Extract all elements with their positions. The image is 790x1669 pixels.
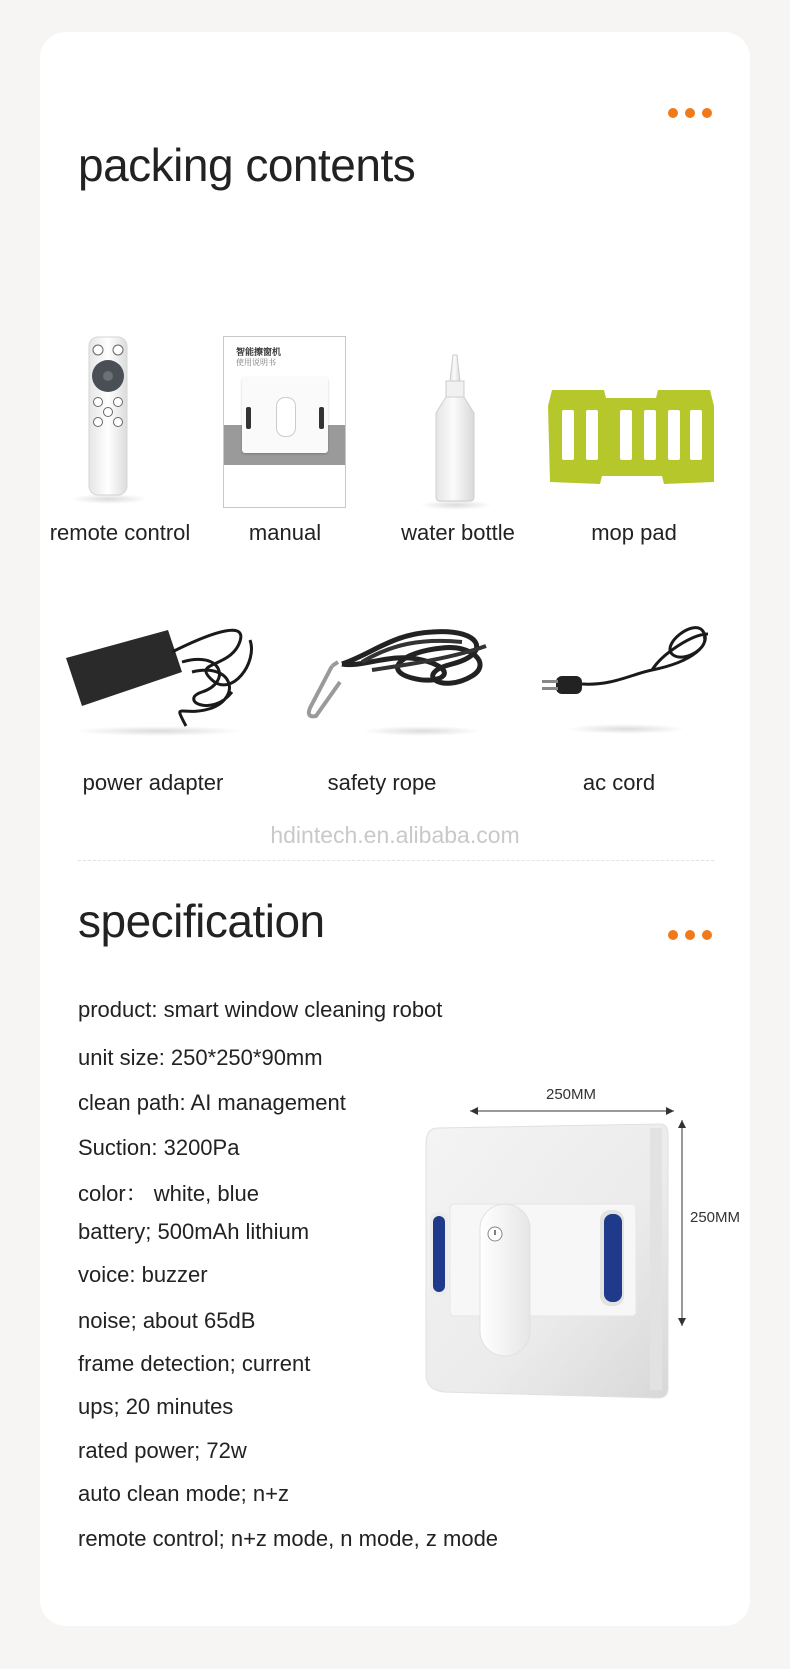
dot-icon	[685, 930, 695, 940]
safety-rope-icon	[302, 624, 498, 724]
item-label-power-adapter: power adapter	[82, 770, 224, 795]
spec-line: noise; about 65dB	[78, 1308, 256, 1333]
manual-icon	[223, 336, 346, 508]
mop-pad-icon	[544, 386, 718, 490]
decorative-dots	[668, 930, 712, 940]
watermark-text: hdintech.en.alibaba.com	[270, 822, 520, 848]
ac-cord-icon	[542, 624, 714, 718]
dimension-height-label: 250MM	[690, 1209, 741, 1226]
item-shadow	[566, 724, 686, 734]
width-arrow-icon	[468, 1104, 676, 1116]
height-arrow-icon	[676, 1118, 688, 1328]
dot-icon	[702, 930, 712, 940]
spec-line: battery; 500mAh lithium	[78, 1219, 310, 1244]
dot-icon	[685, 108, 695, 118]
manual-subtitle-text: 使用说明书	[236, 358, 276, 367]
spec-line: ups; 20 minutes	[78, 1394, 234, 1419]
spec-line: color： white, blue	[78, 1181, 259, 1206]
decorative-dots	[668, 108, 712, 118]
spec-line: unit size: 250*250*90mm	[78, 1045, 323, 1070]
item-shadow	[420, 500, 492, 510]
spec-line: Suction: 3200Pa	[78, 1135, 240, 1160]
spec-line: frame detection; current	[78, 1351, 311, 1376]
packing-title: packing contents	[78, 139, 416, 191]
spec-line: auto clean mode; n+z	[78, 1481, 289, 1506]
spec-line: rated power; 72w	[78, 1438, 247, 1463]
dimension-width-label: 250MM	[546, 1086, 597, 1103]
remote-control-icon	[88, 336, 128, 496]
item-shadow	[362, 726, 482, 736]
dot-icon	[702, 108, 712, 118]
spec-line: remote control; n+z mode, n mode, z mode	[78, 1526, 499, 1551]
item-label-manual: manual	[248, 520, 322, 545]
window-cleaning-robot-image	[424, 1122, 670, 1404]
item-shadow	[74, 726, 244, 736]
manual-title-text: 智能擦窗机	[236, 347, 282, 357]
item-label-ac-cord: ac cord	[582, 770, 656, 795]
spec-line: voice: buzzer	[78, 1262, 208, 1287]
dot-icon	[668, 930, 678, 940]
spec-line: clean path: AI management	[78, 1090, 346, 1115]
item-label-water-bottle: water bottle	[401, 520, 515, 545]
specification-title: specification	[78, 895, 325, 947]
item-shadow	[70, 494, 148, 504]
section-divider	[78, 860, 714, 861]
item-label-mop-pad: mop pad	[591, 520, 677, 545]
dot-icon	[668, 108, 678, 118]
water-bottle-icon	[433, 353, 477, 503]
spec-line: product: smart window cleaning robot	[78, 997, 443, 1022]
item-label-remote-control: remote control	[49, 520, 191, 545]
item-label-safety-rope: safety rope	[327, 770, 437, 795]
power-adapter-icon	[62, 622, 262, 740]
